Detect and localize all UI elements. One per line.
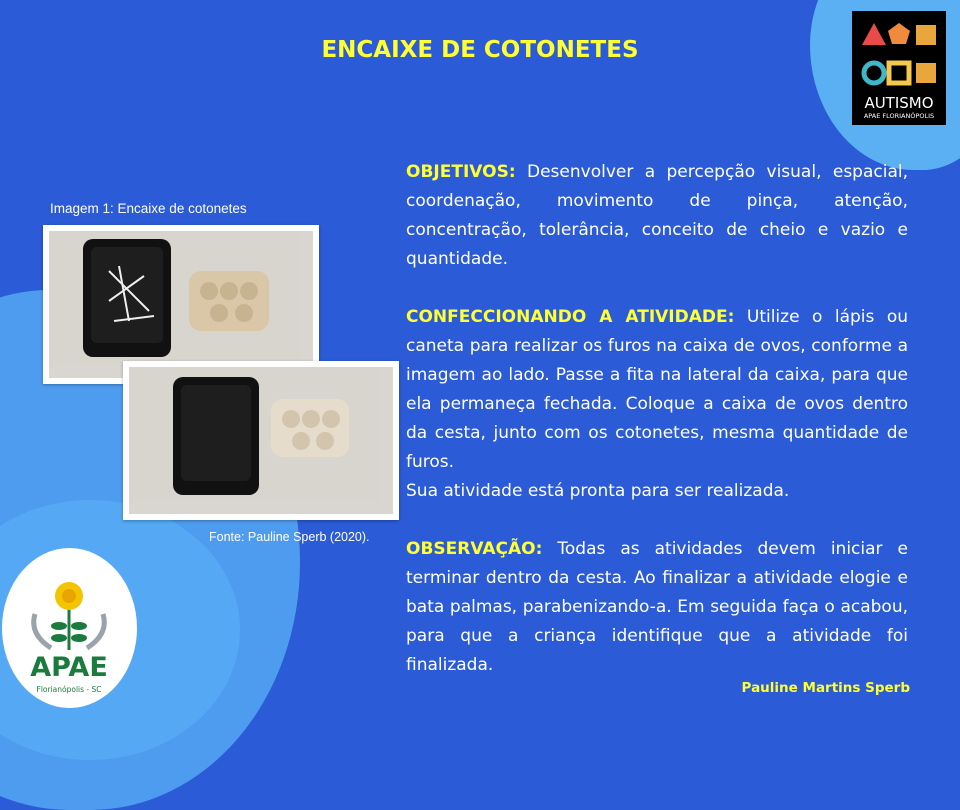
apae-logo-word: APAE [30, 652, 108, 683]
photo-cotton-swab-tray-2 [123, 361, 399, 520]
pronta-text: Sua atividade está pronta para ser realizada. [406, 481, 790, 501]
observacao-text: Todas as atividades devem iniciar e terminar dentro da cesta. Ao finalizar a atividade elogie e bata palmas, parabenizando-a. Em seguida faça o acabou, para que a criança identifique que a atividade foi finalizada. [406, 539, 908, 675]
autismo-shapes-icon [852, 11, 946, 95]
confeccionando-text: Utilize o lápis ou caneta para realizar os furos na caixa de ovos, conforme a imagem ao lado. Passe a fita na lateral da caixa, para que ela permaneça fechada. Coloque a caixa de ovos dentro da cesta, junto com os cotonetes, mesma quantidade de furos. [406, 307, 908, 472]
observacao-label: OBSERVAÇÃO: [406, 539, 543, 559]
autismo-logo-word: AUTISMO [864, 94, 934, 112]
slide-title: ENCAIXE DE COTONETES [321, 37, 639, 63]
confeccionando-paragraph [406, 303, 908, 477]
activity-description [406, 158, 908, 680]
apae-logo-sub: Florianópolis - SC [36, 685, 102, 694]
figure-caption: Imagem 1: Encaixe de cotonetes [50, 201, 247, 216]
objetivos-label: OBJETIVOS: [406, 162, 516, 182]
objetivos-paragraph [406, 158, 908, 274]
objetivos-text: Desenvolver a percepção visual, espacial, coordenação, movimento de pinça, atenção, concentração, tolerância, conceito de cheio e vazio e quantidade. [406, 162, 908, 269]
confeccionando-label: CONFECCIONANDO A ATIVIDADE: [406, 307, 735, 327]
autismo-logo-sub: APAE FLORIANÓPOLIS [863, 112, 935, 120]
figure-source: Fonte: Pauline Sperb (2020). [209, 530, 370, 544]
observacao-paragraph [406, 535, 908, 680]
apae-logo [21, 574, 117, 698]
autismo-logo [852, 11, 946, 125]
apae-flower-hands-icon [21, 574, 117, 654]
author-credit: Pauline Martins Sperb [741, 680, 910, 696]
